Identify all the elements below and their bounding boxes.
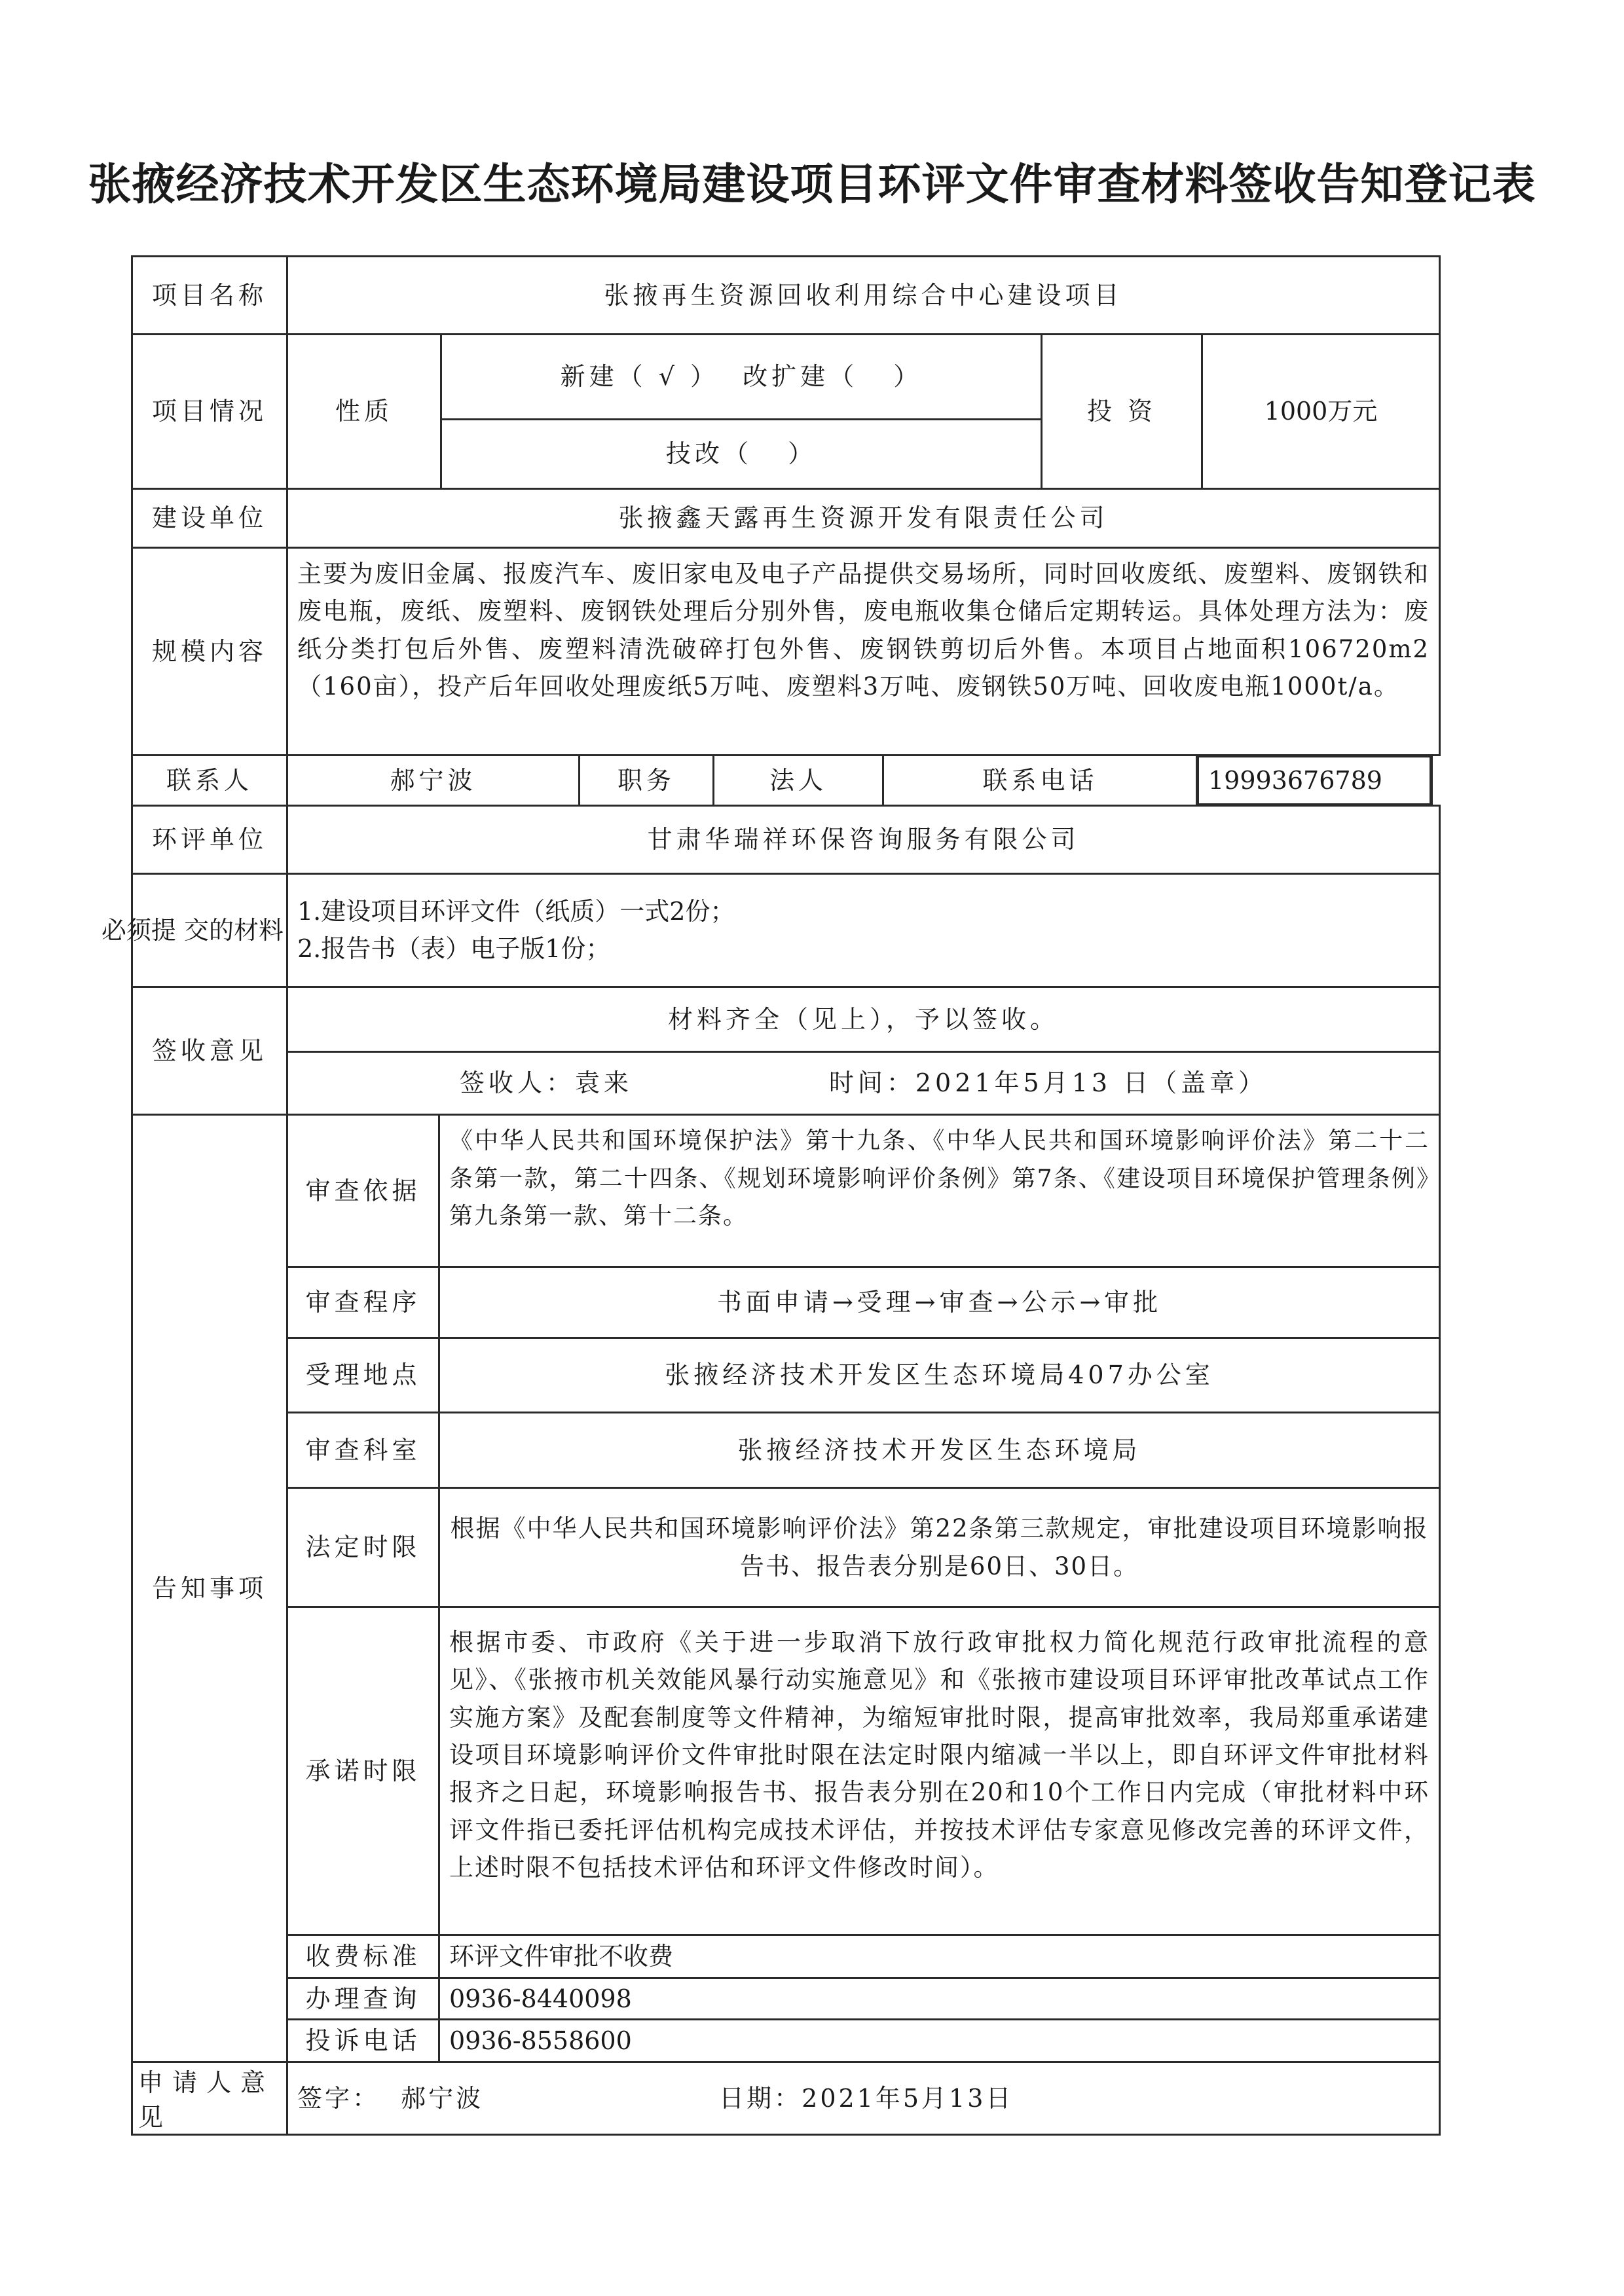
complaint-value: 0936-8558600 (438, 2018, 1441, 2063)
phone-label: 联系电话 (882, 754, 1198, 807)
nature-options-text2: 技改（ ） (665, 439, 817, 468)
contact-label: 联系人 (131, 754, 288, 807)
promise-label: 承诺时限 (286, 1606, 440, 1936)
receipt-signer: 签收人：袁来 (459, 1068, 633, 1097)
nature-label: 性质 (286, 333, 442, 490)
promise-value: 根据市委、市政府《关于进一步取消下放行政审批权力简化规范行政审批流程的意见》、《张掖市机关效能风暴行动实施意见》和《张掖市建设项目环评审批改革试点工作实施方案》及配套制度等文件精神，为缩短审批时限，提高审批效率，我局郑重承诺建设项目环境影响评价文件审批时限在法定时限内缩减一半以上，即自环评文件审批材料报齐之日起，环境影响报告书、报告表分别在20和10个工作日内完成（审批材料中环评文件指已委托评估机构完成技术评估，并按技术评估专家意见修改完善的环评文件，上述时限不包括技术评估和环评文件修改时间）。 (438, 1606, 1441, 1936)
phone-value: 19993676789 (1196, 754, 1433, 807)
nature-options-text1: 新建（ √ ） 改扩建（ ） (560, 362, 923, 391)
applicant-sign-row (286, 2061, 1441, 2136)
position-label: 职务 (578, 754, 714, 807)
basis-label: 审查依据 (286, 1114, 440, 1268)
project-name-value: 张掖再生资源回收利用综合中心建设项目 (286, 255, 1441, 335)
applicant-label-text: 申请人意见 (138, 2068, 275, 2132)
nature-options-line2 (440, 418, 1043, 490)
materials-list (286, 873, 1441, 988)
inquiry-value: 0936-8440098 (438, 1977, 1441, 2020)
office-value: 张掖经济技术开发区生态环境局 (438, 1412, 1441, 1489)
applicant-signature: 签字： 郝宁波 (297, 2083, 484, 2113)
place-value: 张掖经济技术开发区生态环境局407办公室 (438, 1337, 1441, 1413)
receipt-time: 时间：2021年5月13 日（盖章） (828, 1068, 1268, 1097)
eia-unit-label: 环评单位 (131, 805, 288, 875)
materials-label (101, 873, 288, 988)
place-label: 受理地点 (286, 1337, 440, 1413)
inquiry-label: 办理查询 (286, 1977, 440, 2020)
fee-value: 环评文件审批不收费 (438, 1934, 1441, 1979)
builder-value: 张掖鑫天露再生资源开发有限责任公司 (286, 488, 1441, 549)
fee-label: 收费标准 (286, 1934, 440, 1979)
materials-item-2: 2.报告书（表）电子版1份； (297, 934, 611, 963)
project-name-label: 项目名称 (131, 255, 288, 335)
investment-label (1041, 333, 1203, 490)
legal-limit-value: 根据《中华人民共和国环境影响评价法》第22条第三款规定，审批建设项目环境影响报告书、报告表分别是60日、30日。 (438, 1487, 1441, 1608)
form-title: 张掖经济技术开发区生态环境局建设项目环评文件审查材料签收告知登记表 (88, 159, 1536, 210)
investment-label-text: 投 资 (1086, 397, 1157, 426)
basis-value: 《中华人民共和国环境保护法》第十九条、《中华人民共和国环境影响评价法》第二十二条第一款，第二十四条、《规划环境影响评价条例》第7条、《建设项目环境保护管理条例》第九条第一款、第十二条。 (438, 1114, 1441, 1268)
applicant-date: 日期：2021年5月13日 (719, 2083, 1014, 2113)
scale-value: 主要为废旧金属、报废汽车、废旧家电及电子产品提供交易场所，同时回收废纸、废塑料、废钢铁和废电瓶，废纸、废塑料、废钢铁处理后分别外售，废电瓶收集仓储后定期转运。具体处理方法为：废纸分类打包后外售、废塑料清洗破碎打包外售、废钢铁剪切后外售。本项目占地面积106720m2（160亩），投产后年回收处理废纸5万吨、废塑料3万吨、废钢铁50万吨、回收废电瓶1000t/a。 (286, 547, 1441, 756)
position-value: 法人 (712, 754, 884, 807)
notice-label: 告知事项 (131, 1114, 288, 2063)
eia-unit-value: 甘肃华瑞祥环保咨询服务有限公司 (286, 805, 1441, 875)
receipt-label: 签收意见 (131, 986, 288, 1116)
materials-item-1: 1.建设项目环评文件（纸质）一式2份； (297, 897, 735, 926)
builder-label: 建设单位 (131, 488, 288, 549)
contact-name: 郝宁波 (286, 754, 580, 807)
complaint-label: 投诉电话 (286, 2018, 440, 2063)
receipt-sign-row (286, 1051, 1441, 1116)
materials-label-text: 必须提 交的材料 (101, 915, 284, 945)
office-label: 审查科室 (286, 1412, 440, 1489)
applicant-label (131, 2061, 288, 2136)
investment-value: 1000万元 (1201, 333, 1441, 490)
legal-limit-label: 法定时限 (286, 1487, 440, 1608)
procedure-label: 审查程序 (286, 1266, 440, 1339)
receipt-opinion: 材料齐全（见上），予以签收。 (286, 986, 1441, 1053)
scale-label: 规模内容 (131, 547, 288, 756)
procedure-value: 书面申请→受理→审查→公示→审批 (438, 1266, 1441, 1339)
nature-options-line1 (440, 333, 1043, 420)
project-status-label: 项目情况 (131, 333, 288, 490)
